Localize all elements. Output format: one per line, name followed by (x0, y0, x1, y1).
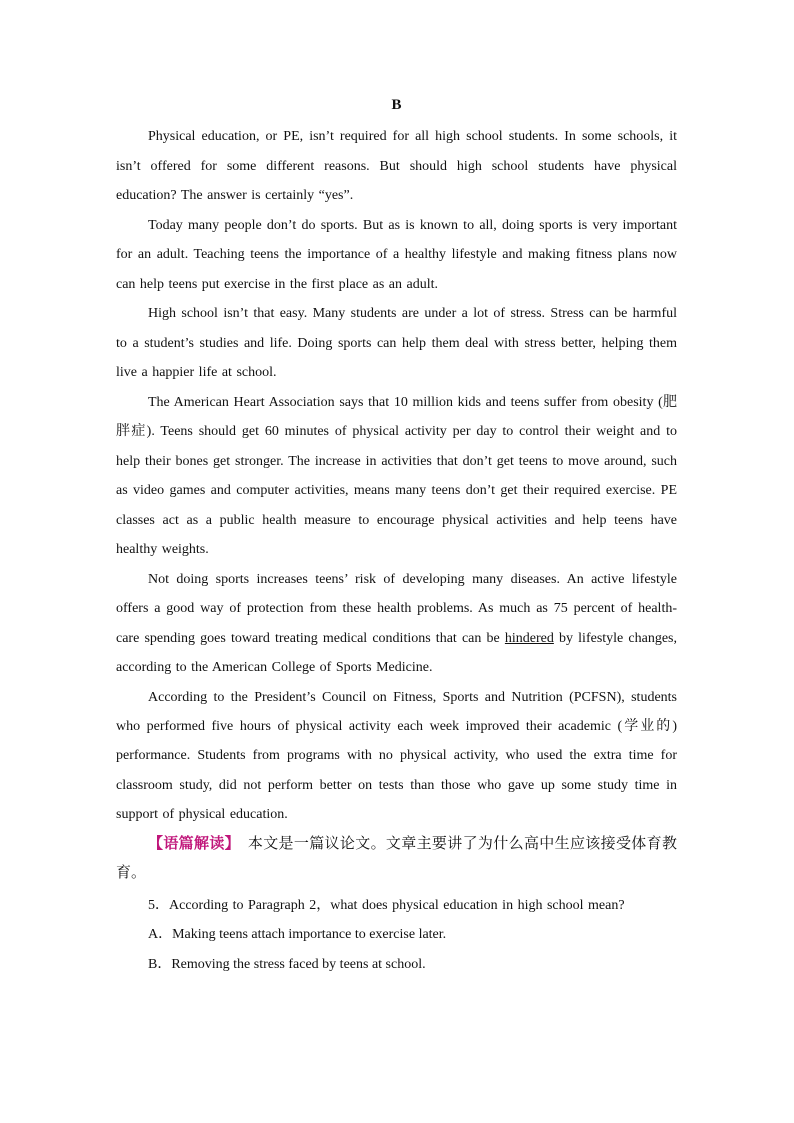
paragraph-6: According to the President’s Council on Fitness, Sports and Nutrition (PCFSN), students who performed five hours of physical activity each week improved their academic (学业的) performance. Students from programs with no physical activity, who used the extra time for classroom study, did not perform better on tests than those who gave up some study time in support of physical education. (116, 689, 677, 823)
analysis-label: 【语篇解读】 (148, 835, 233, 852)
paragraph-1: Physical education, or PE, isn’t required for all high school students. In some schools, it isn’t offered for some different reasons. But should high school students have physical education? The answer is certainly “yes”. (116, 129, 677, 203)
paragraph-5-after: by lifestyle changes, according to the American College of Sports Medicine. (116, 630, 677, 675)
paragraph-4: The American Heart Association says that 10 million kids and teens suffer from obesity (肥胖症). Teens should get 60 minutes of physical activity per day to control their weight and to help their bones get stronger. The increase in activities that don’t get teens to move around, such as video games and computer activities, means many teens don’t get their required exercise. PE classes act as a public health measure to encourage physical activities and help teens have healthy weights. (116, 394, 677, 557)
option-b: B．Removing the stress faced by teens at school. (148, 956, 426, 972)
paragraph-2: Today many people don’t do sports. But as is known to all, doing sports is very important for an adult. Teaching teens the importance of a healthy lifestyle and making fitness plans now can help teens put exercise in the first place as an adult. (116, 217, 677, 292)
question-stem: 5．According to Paragraph 2，what does physical education in high school mean? (148, 897, 625, 913)
underlined-word: hindered (504, 630, 554, 646)
paragraph-3: High school isn’t that easy. Many students are under a lot of stress. Stress can be harmful to a student’s studies and life. Doing sports can help them deal with stress better, helping them live a happier life at school. (116, 306, 677, 380)
analysis-text: 本文是一篇议论文。文章主要讲了为什么高中生应该接受体育教育。 (116, 835, 677, 882)
section-title: B (391, 97, 402, 113)
option-a: A．Making teens attach importance to exercise later. (148, 927, 447, 943)
paragraph-5 (116, 565, 677, 683)
document-page (116, 94, 677, 979)
paragraph-5-before: Not doing sports increases teens’ risk of developing many diseases. An active lifestyle offers a good way of protection from these health problems. As much as 75 percent of health-care spending goes toward treating medical conditions that can be (116, 571, 677, 646)
passage-analysis (116, 830, 677, 889)
